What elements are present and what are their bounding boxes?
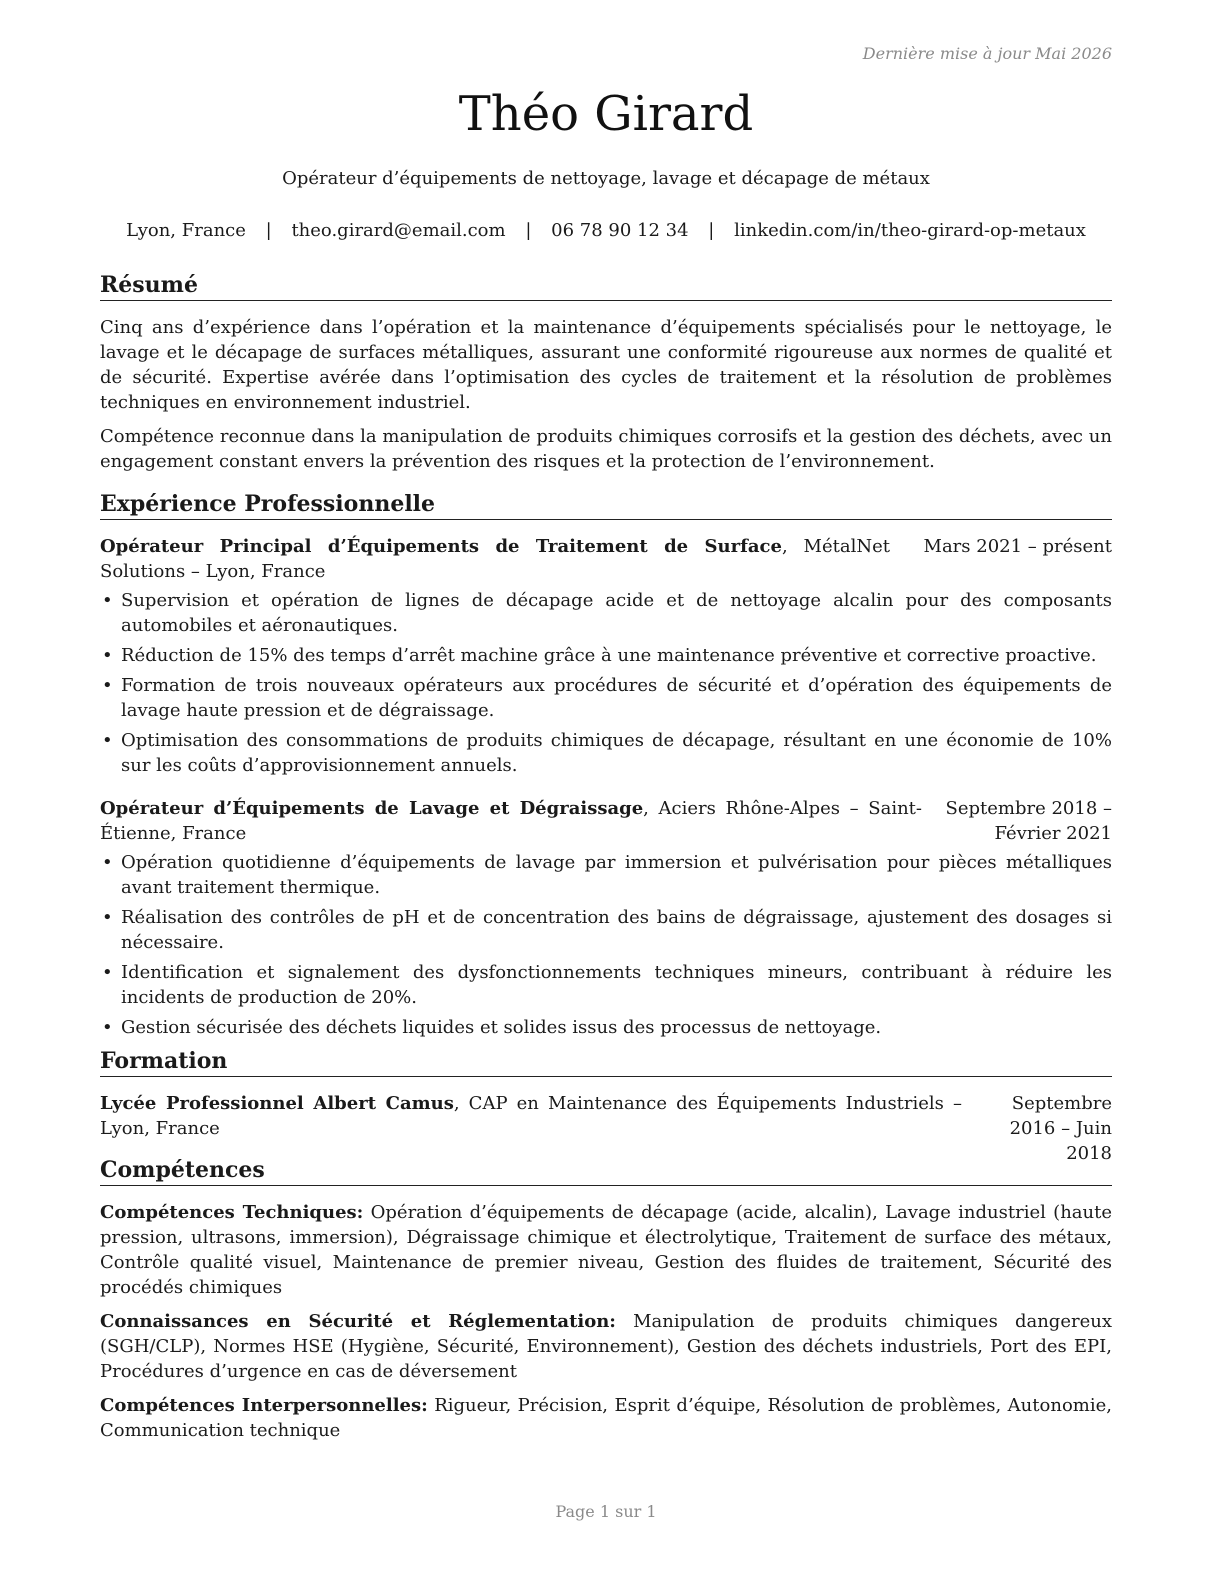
list-item: • Optimisation des consommations de produits chimiques de décapage, résultant en une économie de 10% sur les coûts d’approvisionnement annuels.: [100, 728, 1112, 778]
education-detail: , CAP en Maintenance des Équipements Industriels – Lyon, France: [100, 1093, 962, 1139]
list-item: • Supervision et opération de lignes de décapage acide et de nettoyage alcalin pour des composants automobiles et aéronautiques.: [100, 588, 1112, 638]
contact-linkedin[interactable]: linkedin.com/in/theo-girard-op-metaux: [734, 220, 1086, 241]
job-entry: [100, 796, 1112, 1040]
job-bullets: [100, 850, 1112, 1040]
job-title: Opérateur d’équipements de nettoyage, lavage et décapage de métaux: [282, 168, 930, 189]
section-title-experience: Expérience Professionnelle: [100, 489, 1112, 520]
education-dates: Septembre 2016 – Juin 2018: [1009, 1093, 1112, 1164]
page-number: Page 1 sur 1: [555, 1502, 657, 1521]
resume-page: [100, 0, 1112, 1584]
contact-line: [100, 220, 1112, 241]
skills-section: [100, 1155, 1112, 1452]
skill-group-label: Compétences Interpersonnelles:: [100, 1395, 428, 1416]
summary-paragraph: Cinq ans d’expérience dans l’opération et la maintenance d’équipements spécialisés pour le nettoyage, le lavage et le décapage de surfaces métalliques, assurant une conformité rigoureuse aux normes de qualité et de sécurité. Expertise avérée dans l’optimisation des cycles de traitement et la résolution de problèmes techniques en environnement industriel.: [100, 317, 1112, 413]
section-title-education: Formation: [100, 1046, 1112, 1077]
experience-section: [100, 489, 1112, 1045]
contact-email[interactable]: theo.girard@email.com: [291, 220, 506, 241]
section-title-skills: Compétences: [100, 1155, 1112, 1186]
job-role: Opérateur Principal d’Équipements de Traitement de Surface: [100, 536, 782, 557]
list-item: • Gestion sécurisée des déchets liquides et solides issus des processus de nettoyage.: [100, 1015, 1112, 1040]
list-item: • Identification et signalement des dysfonctionnements techniques mineurs, contribuant à réduire les incidents de production de 20%.: [100, 960, 1112, 1010]
skill-group: [100, 1309, 1112, 1384]
skill-group: [100, 1200, 1112, 1300]
skill-group: [100, 1393, 1112, 1443]
skill-group-text: Opération d’équipements de décapage (acide, alcalin), Lavage industriel (haute pression, ultrasons, immersion), Dégraissage chimique et électrolytique, Traitement de surface des métaux, Contrôle qualité visuel, Maintenance de premier niveau, Gestion des fluides de traitement, Sécurité des procédés chimiques: [100, 1202, 1112, 1298]
skill-group-text: Rigueur, Précision, Esprit d’équipe, Résolution de problèmes, Autonomie, Communication technique: [100, 1395, 1112, 1441]
job-company: , MétalNet Solutions – Lyon, France: [100, 536, 890, 582]
job-dates: Septembre 2018 – Février 2021: [945, 798, 1112, 844]
skill-group-text: Manipulation de produits chimiques dangereux (SGH/CLP), Normes HSE (Hygiène, Sécurité, Environnement), Gestion des déchets industriels, Port des EPI, Procédures d’urgence en cas de déversement: [100, 1311, 1112, 1382]
education-section: [100, 1046, 1112, 1166]
list-item: • Opération quotidienne d’équipements de lavage par immersion et pulvérisation pour pièces métalliques avant traitement thermique.: [100, 850, 1112, 900]
summary-paragraph: Compétence reconnue dans la manipulation de produits chimiques corrosifs et la gestion des déchets, avec un engagement constant envers la prévention des risques et la protection de l’environnement.: [100, 426, 1112, 472]
contact-location: Lyon, France: [126, 220, 246, 241]
job-entry: [100, 534, 1112, 778]
job-dates: Mars 2021 – présent: [923, 536, 1112, 557]
contact-separator: |: [708, 220, 715, 241]
list-item: • Formation de trois nouveaux opérateurs aux procédures de sécurité et d’opération des équipements de lavage haute pression et de dégraissage.: [100, 673, 1112, 723]
section-title-summary: Résumé: [100, 270, 1112, 301]
list-item: • Réalisation des contrôles de pH et de concentration des bains de dégraissage, ajustement des dosages si nécessaire.: [100, 905, 1112, 955]
contact-separator: |: [525, 220, 532, 241]
education-school: Lycée Professionnel Albert Camus: [100, 1093, 454, 1114]
summary-section: [100, 270, 1112, 474]
skill-group-label: Connaissances en Sécurité et Réglementation:: [100, 1311, 616, 1332]
job-role: Opérateur d’Équipements de Lavage et Dégraissage: [100, 798, 644, 819]
job-header: [100, 534, 1112, 584]
skill-group-label: Compétences Techniques:: [100, 1202, 364, 1223]
last-updated: Dernière mise à jour Mai 2026: [862, 44, 1112, 63]
list-item: • Réduction de 15% des temps d’arrêt machine grâce à une maintenance préventive et corrective proactive.: [100, 643, 1112, 668]
contact-phone: 06 78 90 12 34: [551, 220, 689, 241]
candidate-name: Théo Girard: [458, 86, 754, 142]
job-company: , Aciers Rhône-Alpes – Saint-Étienne, France: [100, 798, 922, 844]
job-bullets: [100, 588, 1112, 778]
job-header: [100, 796, 1112, 846]
contact-separator: |: [265, 220, 272, 241]
